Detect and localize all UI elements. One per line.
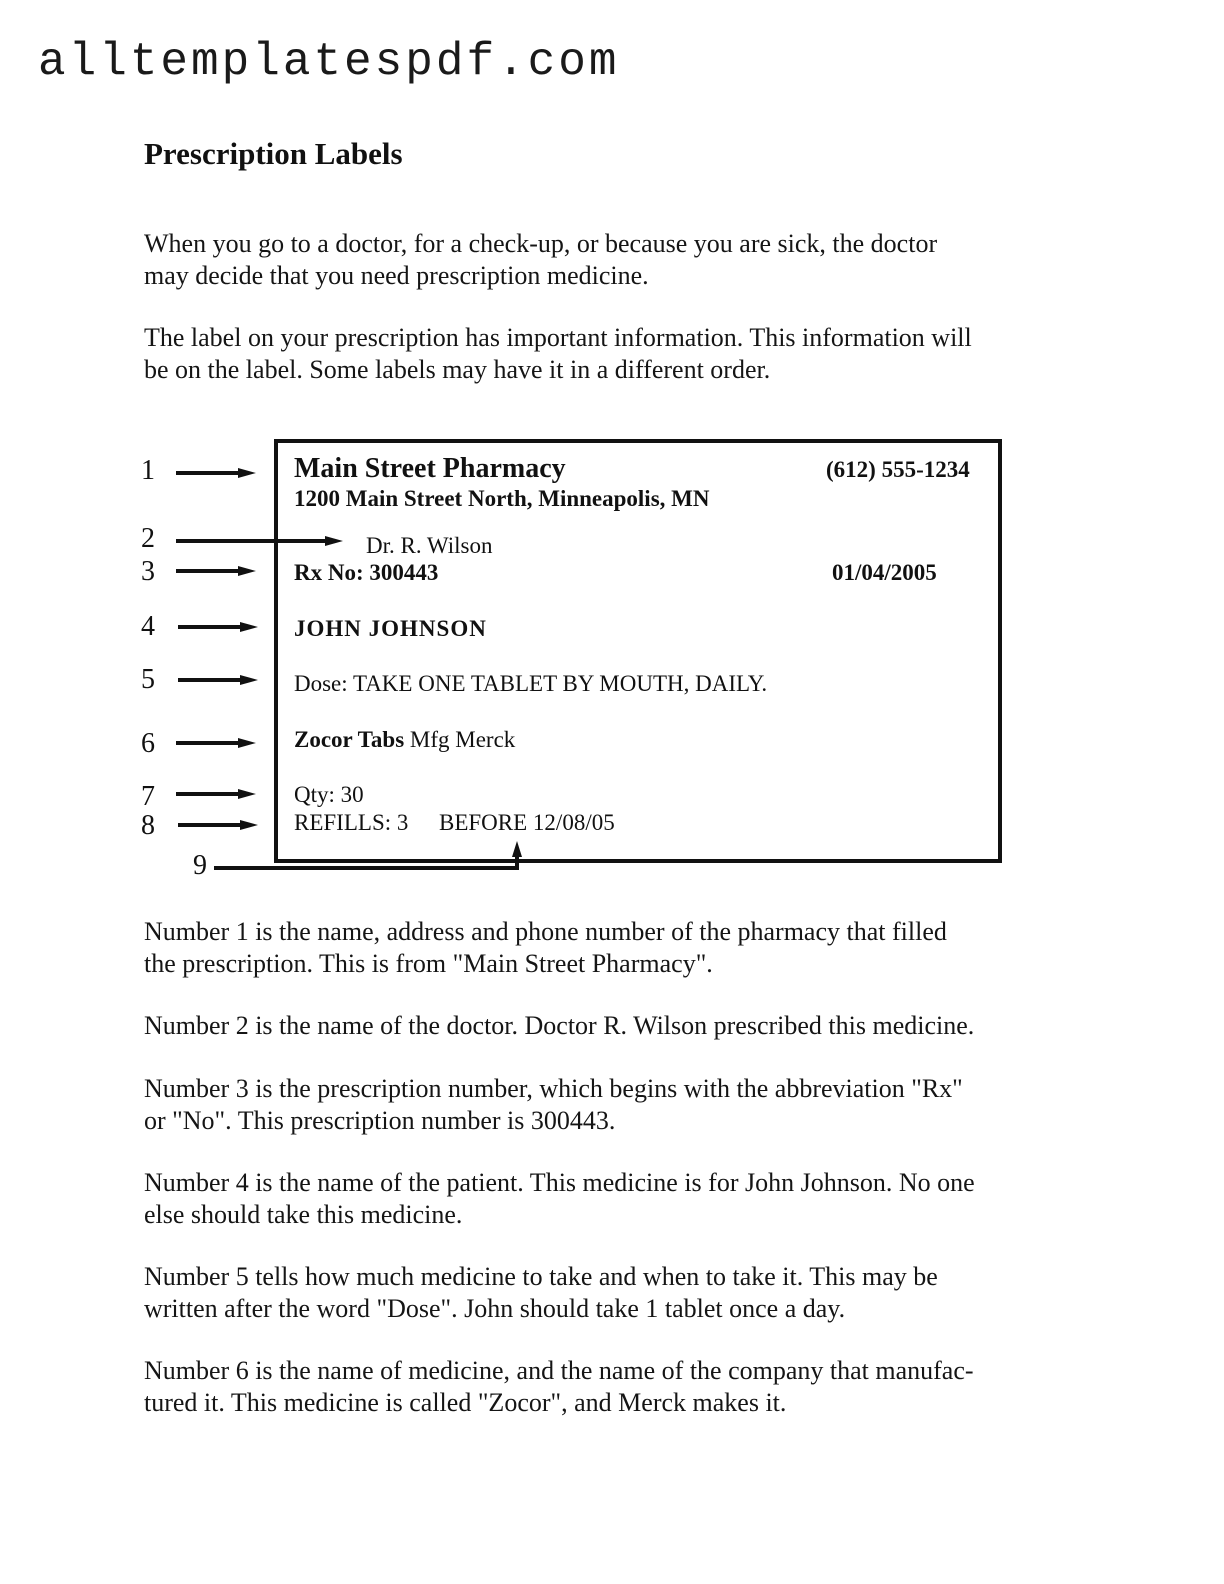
text-line: tured it. This medicine is called "Zocor", and Merck makes it. — [144, 1388, 787, 1417]
marker-6: 6 — [141, 728, 155, 759]
refill-before-date: BEFORE 12/08/05 — [439, 810, 615, 835]
explanation-4 — [144, 1167, 1084, 1231]
drug-name: Zocor Tabs — [294, 727, 405, 752]
pharmacy-name: Main Street Pharmacy — [294, 453, 566, 484]
dose-instructions: Dose: TAKE ONE TABLET BY MOUTH, DAILY. — [294, 671, 768, 696]
marker-2: 2 — [141, 523, 155, 554]
marker-4: 4 — [141, 611, 155, 642]
arrow-3-head — [238, 566, 256, 576]
marker-7: 7 — [141, 781, 155, 812]
doctor-name: Dr. R. Wilson — [366, 533, 493, 558]
text-line: written after the word "Dose". John should take 1 tablet once a day. — [144, 1294, 846, 1323]
drug-line — [294, 727, 515, 753]
pharmacy-phone: (612) 555-1234 — [826, 457, 970, 482]
rx-number: Rx No: 300443 — [294, 560, 439, 585]
page-title: Prescription Labels — [144, 136, 403, 171]
text-line: Number 2 is the name of the doctor. Doctor R. Wilson prescribed this medicine. — [144, 1011, 975, 1040]
explanation-6 — [144, 1355, 1084, 1419]
marker-8: 8 — [141, 810, 155, 841]
marker-9: 9 — [193, 850, 207, 881]
marker-1: 1 — [141, 455, 155, 486]
quantity: Qty: 30 — [294, 782, 364, 807]
text-line: When you go to a doctor, for a check-up, or because you are sick, the doctor — [144, 229, 938, 258]
arrow-4-head — [240, 622, 258, 632]
fill-date: 01/04/2005 — [832, 560, 937, 585]
pharmacy-address: 1200 Main Street North, Minneapolis, MN — [294, 486, 710, 511]
text-line: Number 5 tells how much medicine to take and when to take it. This may be — [144, 1262, 938, 1291]
patient-name: JOHN JOHNSON — [294, 616, 487, 641]
text-line: may decide that you need prescription medicine. — [144, 261, 649, 290]
text-line: be on the label. Some labels may have it in a different order. — [144, 355, 771, 384]
manufacturer: Mfg Merck — [409, 727, 516, 752]
text-line: the prescription. This is from "Main Street Pharmacy". — [144, 949, 713, 978]
explanation-2 — [144, 1010, 1084, 1042]
refills: REFILLS: 3 — [294, 810, 409, 835]
marker-3: 3 — [141, 556, 155, 587]
text-line: Number 1 is the name, address and phone number of the pharmacy that filled — [144, 917, 947, 946]
arrow-6-head — [238, 738, 256, 748]
arrow-1-head — [238, 468, 256, 478]
marker-5: 5 — [141, 664, 155, 695]
text-line: or "No". This prescription number is 300443. — [144, 1106, 616, 1135]
explanation-3 — [144, 1073, 1084, 1137]
text-line: Number 3 is the prescription number, which begins with the abbreviation "Rx" — [144, 1074, 963, 1103]
explanation-5 — [144, 1261, 1084, 1325]
arrow-5-head — [240, 675, 258, 685]
site-watermark: alltemplatespdf.com — [38, 36, 620, 88]
arrow-8-head — [240, 820, 258, 830]
text-line: The label on your prescription has important information. This information will — [144, 323, 972, 352]
explanation-1 — [144, 916, 1084, 980]
prescription-label — [274, 439, 1002, 863]
text-line: Number 6 is the name of medicine, and the name of the company that manufac- — [144, 1356, 974, 1385]
text-line: Number 4 is the name of the patient. This medicine is for John Johnson. No one — [144, 1168, 975, 1197]
arrow-7-head — [238, 789, 256, 799]
text-line: else should take this medicine. — [144, 1200, 463, 1229]
